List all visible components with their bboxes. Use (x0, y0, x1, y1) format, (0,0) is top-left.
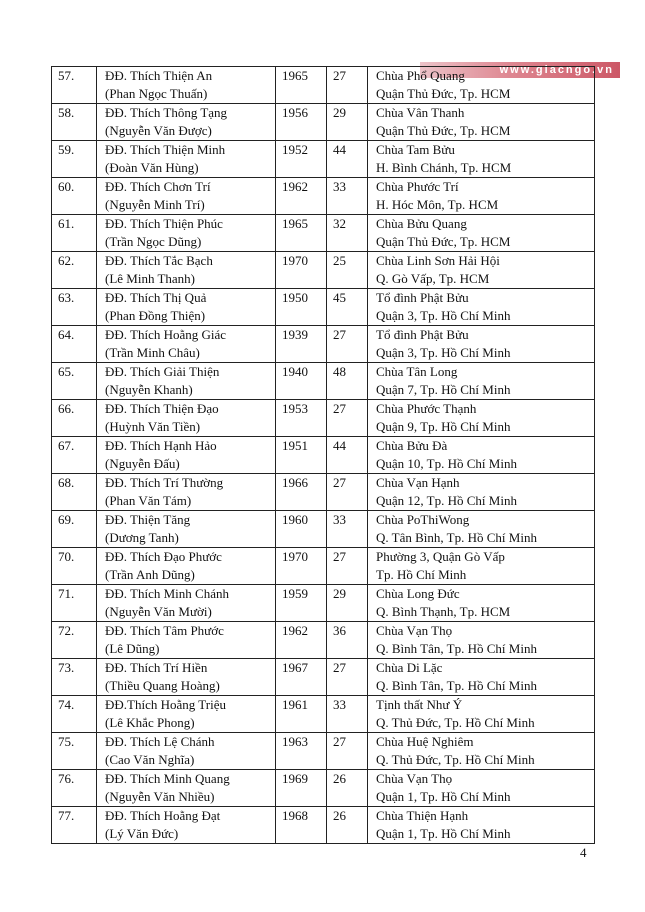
row-number-cell-line-1: 73. (58, 660, 75, 675)
row-number-cell-line-1: 60. (58, 179, 75, 194)
temple-location-cell (368, 141, 595, 178)
monk-name-cell-line-1: ĐĐ. Thích Trí Hiền (105, 660, 208, 675)
table-row (52, 659, 595, 696)
monk-name-cell-line-2: (Lê Khắc Phong) (105, 715, 195, 730)
temple-location-cell-line-1: Chùa Phước Thạnh (376, 401, 477, 416)
birth-year-cell-line-1: 1970 (282, 549, 308, 564)
row-number-cell-line-1: 70. (58, 549, 75, 564)
row-number-cell (52, 400, 97, 437)
monk-name-cell-line-1: ĐĐ. Thích Thiện Phúc (105, 216, 223, 231)
temple-location-cell-line-1: Chùa Huệ Nghiêm (376, 734, 474, 749)
age-cell (327, 326, 368, 363)
birth-year-cell-line-1: 1959 (282, 586, 308, 601)
temple-location-cell-line-1: Chùa Bửu Quang (376, 216, 467, 231)
monk-name-cell-line-2: (Nguyễn Khanh) (105, 382, 193, 397)
temple-location-cell-line-2: H. Hóc Môn, Tp. HCM (376, 197, 499, 212)
monk-name-cell-line-1: ĐĐ. Thích Hoằng Giác (105, 327, 227, 342)
birth-year-cell-line-1: 1963 (282, 734, 308, 749)
table-row (52, 474, 595, 511)
age-cell (327, 622, 368, 659)
temple-location-cell-line-1: Chùa PoThiWong (376, 512, 470, 527)
monk-name-cell-line-2: (Dương Tanh) (105, 530, 179, 545)
temple-location-cell-line-1: Chùa Vạn Thọ (376, 623, 453, 638)
temple-location-cell-line-1: Tổ đình Phật Bửu (376, 327, 469, 342)
birth-year-cell-line-1: 1953 (282, 401, 308, 416)
monk-name-cell (97, 289, 276, 326)
row-number-cell (52, 141, 97, 178)
table-row (52, 585, 595, 622)
table-row (52, 400, 595, 437)
monk-name-cell (97, 252, 276, 289)
age-cell-line-1: 33 (333, 697, 346, 712)
age-cell-line-1: 29 (333, 586, 346, 601)
monk-name-cell-line-1: ĐĐ. Thích Chơn Trí (105, 179, 211, 194)
row-number-cell-line-1: 68. (58, 475, 75, 490)
age-cell-line-1: 27 (333, 327, 346, 342)
birth-year-cell (276, 363, 327, 400)
temple-location-cell-line-2: Q. Thủ Đức, Tp. Hồ Chí Minh (376, 715, 535, 730)
birth-year-cell (276, 622, 327, 659)
temple-location-cell (368, 548, 595, 585)
birth-year-cell-line-1: 1961 (282, 697, 308, 712)
birth-year-cell (276, 585, 327, 622)
temple-location-cell (368, 659, 595, 696)
monk-name-cell (97, 659, 276, 696)
age-cell (327, 807, 368, 844)
birth-year-cell (276, 807, 327, 844)
age-cell (327, 252, 368, 289)
row-number-cell (52, 104, 97, 141)
monk-name-cell-line-2: (Trần Anh Dũng) (105, 567, 195, 582)
temple-location-cell-line-2: Q. Bình Tân, Tp. Hồ Chí Minh (376, 641, 537, 656)
monk-name-cell (97, 474, 276, 511)
birth-year-cell-line-1: 1952 (282, 142, 308, 157)
row-number-cell (52, 252, 97, 289)
monk-name-cell-line-1: ĐĐ. Thích Thông Tạng (105, 105, 228, 120)
monk-name-cell (97, 215, 276, 252)
birth-year-cell (276, 326, 327, 363)
age-cell-line-1: 44 (333, 142, 346, 157)
temple-location-cell-line-2: Quận 12, Tp. Hồ Chí Minh (376, 493, 517, 508)
temple-location-cell-line-2: Quận Thủ Đức, Tp. HCM (376, 234, 511, 249)
monk-name-cell-line-1: ĐĐ. Thích Lệ Chánh (105, 734, 215, 749)
monk-name-cell (97, 363, 276, 400)
birth-year-cell (276, 659, 327, 696)
temple-location-cell (368, 622, 595, 659)
monk-name-cell-line-1: ĐĐ. Thích Giải Thiện (105, 364, 220, 379)
birth-year-cell-line-1: 1956 (282, 105, 308, 120)
age-cell (327, 770, 368, 807)
temple-location-cell (368, 104, 595, 141)
birth-year-cell (276, 548, 327, 585)
birth-year-cell-line-1: 1960 (282, 512, 308, 527)
temple-location-cell (368, 67, 595, 104)
birth-year-cell (276, 289, 327, 326)
table-row (52, 67, 595, 104)
watermark: www.giacngo.vn (420, 62, 620, 78)
age-cell-line-1: 33 (333, 512, 346, 527)
temple-location-cell-line-1: Chùa Vạn Thọ (376, 771, 453, 786)
table-row (52, 289, 595, 326)
row-number-cell-line-1: 72. (58, 623, 75, 638)
temple-location-cell (368, 807, 595, 844)
temple-location-cell (368, 474, 595, 511)
temple-location-cell-line-2: Quận 9, Tp. Hồ Chí Minh (376, 419, 511, 434)
birth-year-cell-line-1: 1939 (282, 327, 308, 342)
age-cell-line-1: 33 (333, 179, 346, 194)
birth-year-cell (276, 770, 327, 807)
temple-location-cell-line-1: Tổ đình Phật Bửu (376, 290, 469, 305)
row-number-cell-line-1: 65. (58, 364, 75, 379)
age-cell-line-1: 27 (333, 475, 346, 490)
temple-location-cell (368, 289, 595, 326)
table-row (52, 326, 595, 363)
row-number-cell (52, 622, 97, 659)
birth-year-cell (276, 733, 327, 770)
row-number-cell-line-1: 57. (58, 68, 75, 83)
temple-location-cell-line-2: Q. Bình Thạnh, Tp. HCM (376, 604, 511, 619)
age-cell-line-1: 26 (333, 808, 346, 823)
temple-location-cell-line-1: Chùa Phước Trí (376, 179, 459, 194)
birth-year-cell-line-1: 1940 (282, 364, 308, 379)
monk-name-cell-line-1: ĐĐ.Thích Hoằng Triệu (105, 697, 226, 712)
birth-year-cell-line-1: 1965 (282, 216, 308, 231)
age-cell (327, 104, 368, 141)
age-cell-line-1: 26 (333, 771, 346, 786)
monk-name-cell-line-1: ĐĐ. Thiện Tăng (105, 512, 191, 527)
monk-name-cell-line-2: (Nguyễn Đấu) (105, 456, 180, 471)
table-row (52, 807, 595, 844)
monk-name-cell-line-1: ĐĐ. Thích Minh Chánh (105, 586, 229, 601)
temple-location-cell-line-2: H. Bình Chánh, Tp. HCM (376, 160, 512, 175)
birth-year-cell (276, 252, 327, 289)
row-number-cell (52, 511, 97, 548)
monk-name-cell-line-1: ĐĐ. Thích Trí Thường (105, 475, 224, 490)
row-number-cell (52, 437, 97, 474)
birth-year-cell-line-1: 1966 (282, 475, 308, 490)
temple-location-cell-line-1: Chùa Thiện Hạnh (376, 808, 469, 823)
monk-name-cell-line-1: ĐĐ. Thích Minh Quang (105, 771, 230, 786)
monk-name-cell-line-1: ĐĐ. Thích Thị Quả (105, 290, 207, 305)
birth-year-cell-line-1: 1970 (282, 253, 308, 268)
table-row (52, 622, 595, 659)
row-number-cell (52, 215, 97, 252)
monk-name-cell (97, 548, 276, 585)
monk-name-cell (97, 400, 276, 437)
birth-year-cell (276, 215, 327, 252)
row-number-cell-line-1: 76. (58, 771, 75, 786)
temple-location-cell-line-2: Quận 7, Tp. Hồ Chí Minh (376, 382, 511, 397)
birth-year-cell-line-1: 1962 (282, 623, 308, 638)
temple-location-cell-line-2: Q. Tân Bình, Tp. Hồ Chí Minh (376, 530, 537, 545)
monk-name-cell (97, 585, 276, 622)
age-cell (327, 215, 368, 252)
temple-location-cell-line-2: Quận 3, Tp. Hồ Chí Minh (376, 308, 511, 323)
temple-location-cell-line-1: Phường 3, Quận Gò Vấp (376, 549, 505, 564)
age-cell-line-1: 45 (333, 290, 346, 305)
birth-year-cell (276, 104, 327, 141)
age-cell (327, 400, 368, 437)
table-row (52, 363, 595, 400)
table-row (52, 548, 595, 585)
monk-name-cell (97, 437, 276, 474)
monk-name-cell-line-2: (Huỳnh Văn Tiền) (105, 419, 201, 434)
age-cell (327, 141, 368, 178)
row-number-cell (52, 326, 97, 363)
table-row (52, 511, 595, 548)
temple-location-cell-line-2: Quận 1, Tp. Hồ Chí Minh (376, 789, 511, 804)
temple-location-cell (368, 733, 595, 770)
birth-year-cell (276, 67, 327, 104)
temple-location-cell-line-1: Chùa Vạn Hạnh (376, 475, 460, 490)
monk-name-cell (97, 141, 276, 178)
row-number-cell-line-1: 58. (58, 105, 75, 120)
age-cell-line-1: 27 (333, 549, 346, 564)
monk-name-cell-line-1: ĐĐ. Thích Tâm Phước (105, 623, 224, 638)
table-row (52, 215, 595, 252)
row-number-cell (52, 289, 97, 326)
age-cell-line-1: 32 (333, 216, 346, 231)
table-row (52, 437, 595, 474)
temple-location-cell (368, 770, 595, 807)
age-cell-line-1: 48 (333, 364, 346, 379)
birth-year-cell-line-1: 1969 (282, 771, 308, 786)
row-number-cell-line-1: 64. (58, 327, 75, 342)
birth-year-cell-line-1: 1968 (282, 808, 308, 823)
age-cell (327, 585, 368, 622)
temple-location-cell-line-2: Quận 1, Tp. Hồ Chí Minh (376, 826, 511, 841)
temple-location-cell-line-2: Quận Thủ Đức, Tp. HCM (376, 123, 511, 138)
age-cell (327, 178, 368, 215)
temple-location-cell-line-1: Chùa Phổ Quang (376, 68, 465, 83)
temple-location-cell (368, 252, 595, 289)
monk-name-cell-line-2: (Lê Dũng) (105, 641, 160, 656)
temple-location-cell (368, 437, 595, 474)
monk-name-cell (97, 622, 276, 659)
row-number-cell-line-1: 62. (58, 253, 75, 268)
age-cell (327, 474, 368, 511)
birth-year-cell-line-1: 1950 (282, 290, 308, 305)
age-cell (327, 733, 368, 770)
monk-name-cell-line-2: (Thiều Quang Hoàng) (105, 678, 220, 693)
monk-name-cell-line-2: (Phan Ngọc Thuấn) (105, 86, 208, 101)
monk-name-cell (97, 696, 276, 733)
age-cell (327, 67, 368, 104)
age-cell (327, 696, 368, 733)
temple-location-cell (368, 511, 595, 548)
temple-location-cell-line-1: Chùa Linh Sơn Hải Hội (376, 253, 500, 268)
monk-name-cell (97, 770, 276, 807)
monk-name-cell-line-2: (Nguyễn Văn Được) (105, 123, 212, 138)
monk-name-cell-line-2: (Nguyễn Minh Trí) (105, 197, 205, 212)
page-number: 4 (580, 845, 587, 860)
row-number-cell (52, 363, 97, 400)
age-cell (327, 437, 368, 474)
birth-year-cell-line-1: 1962 (282, 179, 308, 194)
temple-location-cell-line-2: Q. Gò Vấp, Tp. HCM (376, 271, 490, 286)
table-row (52, 104, 595, 141)
row-number-cell (52, 659, 97, 696)
temple-location-cell-line-1: Chùa Di Lặc (376, 660, 443, 675)
birth-year-cell-line-1: 1965 (282, 68, 308, 83)
age-cell-line-1: 29 (333, 105, 346, 120)
monk-name-cell-line-2: (Nguyễn Văn Nhiều) (105, 789, 215, 804)
row-number-cell (52, 770, 97, 807)
temple-location-cell (368, 585, 595, 622)
birth-year-cell (276, 400, 327, 437)
age-cell-line-1: 27 (333, 401, 346, 416)
birth-year-cell (276, 141, 327, 178)
row-number-cell-line-1: 61. (58, 216, 75, 231)
monk-list-table (51, 66, 595, 844)
row-number-cell (52, 733, 97, 770)
age-cell (327, 548, 368, 585)
temple-location-cell-line-2: Q. Thủ Đức, Tp. Hồ Chí Minh (376, 752, 535, 767)
table-row (52, 733, 595, 770)
temple-location-cell (368, 696, 595, 733)
temple-location-cell-line-2: Quận Thủ Đức, Tp. HCM (376, 86, 511, 101)
table-row (52, 178, 595, 215)
monk-name-cell-line-2: (Đoàn Văn Hùng) (105, 160, 199, 175)
age-cell-line-1: 27 (333, 68, 346, 83)
monk-name-cell-line-1: ĐĐ. Thích Hoằng Đạt (105, 808, 221, 823)
birth-year-cell (276, 437, 327, 474)
row-number-cell (52, 548, 97, 585)
monk-name-cell-line-1: ĐĐ. Thích Thiện Minh (105, 142, 226, 157)
row-number-cell-line-1: 75. (58, 734, 75, 749)
age-cell-line-1: 44 (333, 438, 346, 453)
row-number-cell (52, 474, 97, 511)
age-cell (327, 511, 368, 548)
age-cell-line-1: 27 (333, 734, 346, 749)
birth-year-cell-line-1: 1967 (282, 660, 308, 675)
table-row (52, 696, 595, 733)
temple-location-cell-line-1: Chùa Vân Thanh (376, 105, 465, 120)
monk-name-cell-line-2: (Lý Văn Đức) (105, 826, 179, 841)
monk-name-cell-line-2: (Cao Văn Nghĩa) (105, 752, 195, 767)
age-cell-line-1: 36 (333, 623, 346, 638)
age-cell-line-1: 25 (333, 253, 346, 268)
temple-location-cell (368, 400, 595, 437)
row-number-cell (52, 178, 97, 215)
monk-name-cell-line-2: (Lê Minh Thanh) (105, 271, 196, 286)
row-number-cell (52, 696, 97, 733)
row-number-cell-line-1: 71. (58, 586, 75, 601)
row-number-cell-line-1: 77. (58, 808, 75, 823)
row-number-cell (52, 585, 97, 622)
monk-name-cell (97, 67, 276, 104)
temple-location-cell-line-2: Tp. Hồ Chí Minh (376, 567, 467, 582)
monk-name-cell-line-1: ĐĐ. Thích Hạnh Hảo (105, 438, 217, 453)
row-number-cell-line-1: 66. (58, 401, 75, 416)
temple-location-cell-line-2: Q. Bình Tân, Tp. Hồ Chí Minh (376, 678, 537, 693)
monk-name-cell-line-1: ĐĐ. Thích Thiện An (105, 68, 213, 83)
row-number-cell-line-1: 74. (58, 697, 75, 712)
age-cell (327, 363, 368, 400)
monk-name-cell-line-2: (Trần Minh Châu) (105, 345, 200, 360)
row-number-cell-line-1: 67. (58, 438, 75, 453)
monk-name-cell (97, 104, 276, 141)
birth-year-cell (276, 511, 327, 548)
age-cell (327, 659, 368, 696)
birth-year-cell (276, 178, 327, 215)
monk-name-cell-line-1: ĐĐ. Thích Tắc Bạch (105, 253, 213, 268)
monk-name-cell-line-1: ĐĐ. Thích Đạo Phước (105, 549, 222, 564)
temple-location-cell (368, 178, 595, 215)
temple-location-cell-line-1: Chùa Long Đức (376, 586, 460, 601)
table-row (52, 141, 595, 178)
temple-location-cell-line-1: Chùa Bửu Đà (376, 438, 448, 453)
table-row (52, 770, 595, 807)
row-number-cell-line-1: 63. (58, 290, 75, 305)
monk-name-cell-line-2: (Phan Văn Tám) (105, 493, 192, 508)
temple-location-cell (368, 215, 595, 252)
monk-name-cell-line-2: (Nguyễn Văn Mười) (105, 604, 212, 619)
monk-name-cell (97, 178, 276, 215)
birth-year-cell (276, 696, 327, 733)
temple-location-cell-line-1: Chùa Tam Bửu (376, 142, 455, 157)
monk-name-cell (97, 733, 276, 770)
row-number-cell (52, 807, 97, 844)
monk-name-cell-line-2: (Trần Ngọc Dũng) (105, 234, 202, 249)
age-cell (327, 289, 368, 326)
temple-location-cell (368, 363, 595, 400)
row-number-cell-line-1: 59. (58, 142, 75, 157)
temple-location-cell-line-1: Tịnh thất Như Ý (376, 697, 463, 712)
table-body (52, 67, 595, 844)
table-row (52, 252, 595, 289)
age-cell-line-1: 27 (333, 660, 346, 675)
temple-location-cell-line-2: Quận 3, Tp. Hồ Chí Minh (376, 345, 511, 360)
temple-location-cell (368, 326, 595, 363)
monk-name-cell-line-2: (Phan Đồng Thiện) (105, 308, 206, 323)
monk-name-cell (97, 326, 276, 363)
monk-name-cell (97, 511, 276, 548)
temple-location-cell-line-1: Chùa Tân Long (376, 364, 458, 379)
birth-year-cell (276, 474, 327, 511)
temple-location-cell-line-2: Quận 10, Tp. Hồ Chí Minh (376, 456, 517, 471)
monk-name-cell-line-1: ĐĐ. Thích Thiện Đạo (105, 401, 219, 416)
row-number-cell-line-1: 69. (58, 512, 75, 527)
birth-year-cell-line-1: 1951 (282, 438, 308, 453)
monk-name-cell (97, 807, 276, 844)
row-number-cell (52, 67, 97, 104)
